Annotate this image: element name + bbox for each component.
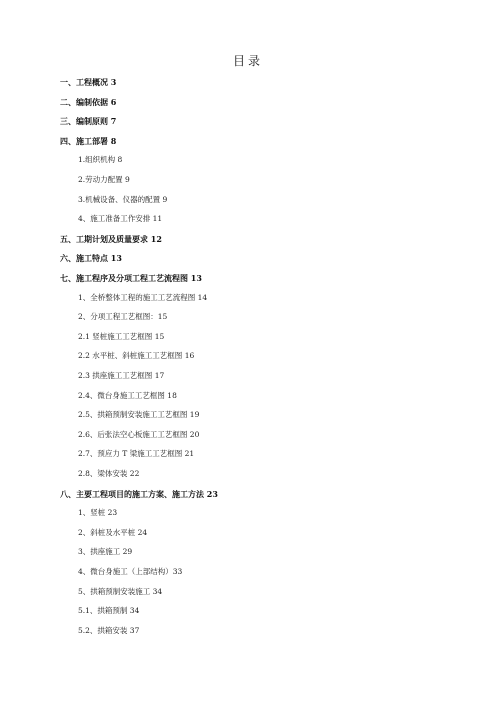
- toc-section-entry: 三、编制原则 7: [60, 116, 117, 126]
- toc-subsection-entry: 2.7、预应力 T 梁施工工艺框图 21: [78, 449, 195, 458]
- toc-subsection-entry: 4、施工准备工作安排 11: [78, 214, 163, 223]
- toc-subsection-entry: 2.4、微台身施工工艺框图 18: [78, 391, 177, 400]
- toc-subsection-entry: 5、拱箱预制安装施工 34: [78, 587, 163, 596]
- toc-subsection-entry: 5.2、拱箱安装 37: [78, 626, 140, 635]
- toc-subsection-entry: 2.5、拱箱预制安装施工工艺框图 19: [78, 410, 200, 419]
- toc-subsection-entry: 4、微台身施工（上部结构）33: [78, 567, 183, 576]
- page-title: 目录: [232, 54, 263, 68]
- toc-subsection-entry: 2、分项工程工艺框图：15: [78, 312, 168, 321]
- toc-section-entry: 一、工程概况 3: [60, 77, 117, 87]
- toc-subsection-entry: 1.组织机构 8: [78, 155, 123, 164]
- toc-subsection-entry: 1、全桥整体工程的施工工艺流程图 14: [78, 293, 208, 302]
- toc-section-entry: 八、主要工程项目的施工方案、施工方法 23: [60, 489, 218, 499]
- toc-subsection-entry: 3、拱座施工 29: [78, 547, 133, 556]
- toc-section-entry: 五、工期计划及质量要求 12: [60, 234, 162, 244]
- toc-section-entry: 七、施工程序及分项工程工艺流程图 13: [60, 273, 202, 283]
- toc-subsection-entry: 5.1、拱箱预制 34: [78, 606, 140, 615]
- toc-section-entry: 四、施工部署 8: [60, 136, 117, 146]
- toc-subsection-entry: 2.2 水平桩、斜桩施工工艺框图 16: [78, 351, 195, 360]
- toc-section-entry: 二、编制依据 6: [60, 97, 117, 107]
- toc-subsection-entry: 2.1 竖桩施工工艺框图 15: [78, 332, 165, 341]
- toc-subsection-entry: 1、竖桩 23: [78, 508, 118, 517]
- toc-subsection-entry: 3.机械设备、仪器的配置 9: [78, 195, 168, 204]
- toc-subsection-entry: 2.3 拱座施工工艺框图 17: [78, 371, 165, 380]
- toc-section-entry: 六、施工特点 13: [60, 253, 122, 263]
- toc-subsection-entry: 2.6、后张法空心板施工工艺框图 20: [78, 430, 200, 439]
- toc-subsection-entry: 2、斜桩及水平桩 24: [78, 528, 148, 537]
- toc-subsection-entry: 2.劳动力配置 9: [78, 175, 130, 184]
- toc-subsection-entry: 2.8、梁体安装 22: [78, 469, 140, 478]
